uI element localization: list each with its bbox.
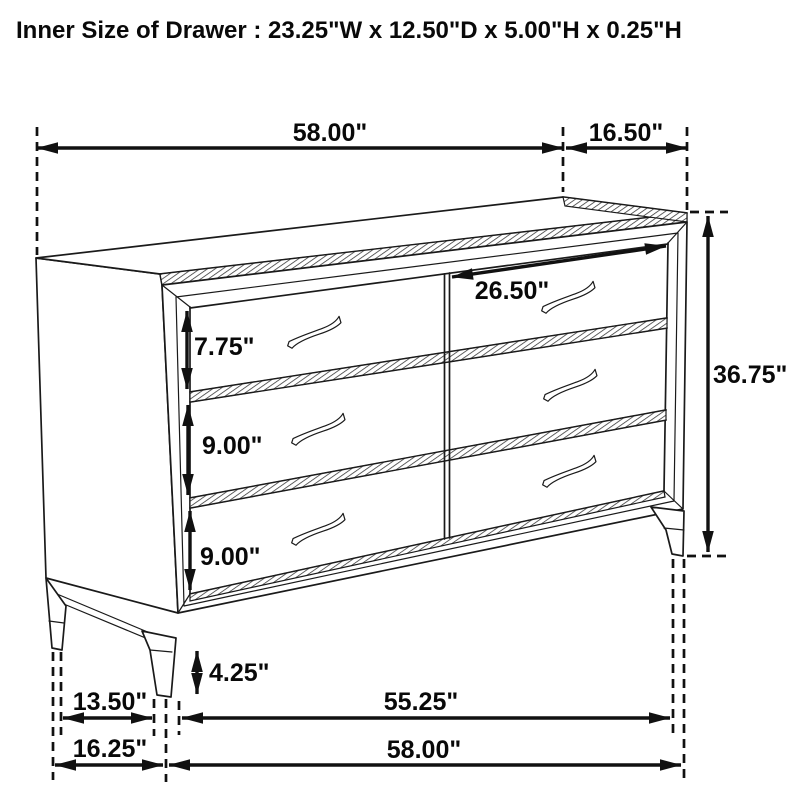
dim-label-bottom-drawer-height: 9.00" xyxy=(200,543,261,571)
dim-label-overall-height: 36.75" xyxy=(713,361,788,389)
leg-back-left xyxy=(46,578,66,650)
dresser-left-side-panel xyxy=(36,258,178,613)
dresser-illustration xyxy=(36,197,687,697)
dim-top-depth xyxy=(566,119,687,210)
dim-base-width xyxy=(169,736,681,765)
dim-label-side-depth: 16.25" xyxy=(72,735,148,763)
dim-label-leg-height: 4.25" xyxy=(209,659,270,687)
dim-label-top-depth: 16.50" xyxy=(588,119,664,147)
dim-side-leg-clearance xyxy=(63,688,152,718)
dim-label-front-leg-span: 55.25" xyxy=(383,688,459,716)
dim-label-drawer-width: 26.50" xyxy=(474,277,550,305)
dim-side-depth xyxy=(55,735,163,765)
dim-front-leg-span xyxy=(182,688,670,718)
dim-label-side-leg-clearance: 13.50" xyxy=(72,688,148,716)
leg-front-right xyxy=(651,507,684,556)
side-apron-bottom-line xyxy=(59,602,148,639)
dim-overall-height xyxy=(687,212,787,556)
dim-label-top-drawer-height: 7.75" xyxy=(194,333,255,361)
leg-projection-dashes-right xyxy=(673,559,684,782)
dim-label-base-width: 58.00" xyxy=(386,736,462,764)
dim-label-top-width: 58.00" xyxy=(292,119,368,147)
dim-label-middle-drawer-height: 9.00" xyxy=(202,432,263,460)
page-title: Inner Size of Drawer : 23.25"W x 12.50"D x 5.00"H x 0.25"H xyxy=(16,17,682,44)
dim-leg-height xyxy=(197,651,270,694)
